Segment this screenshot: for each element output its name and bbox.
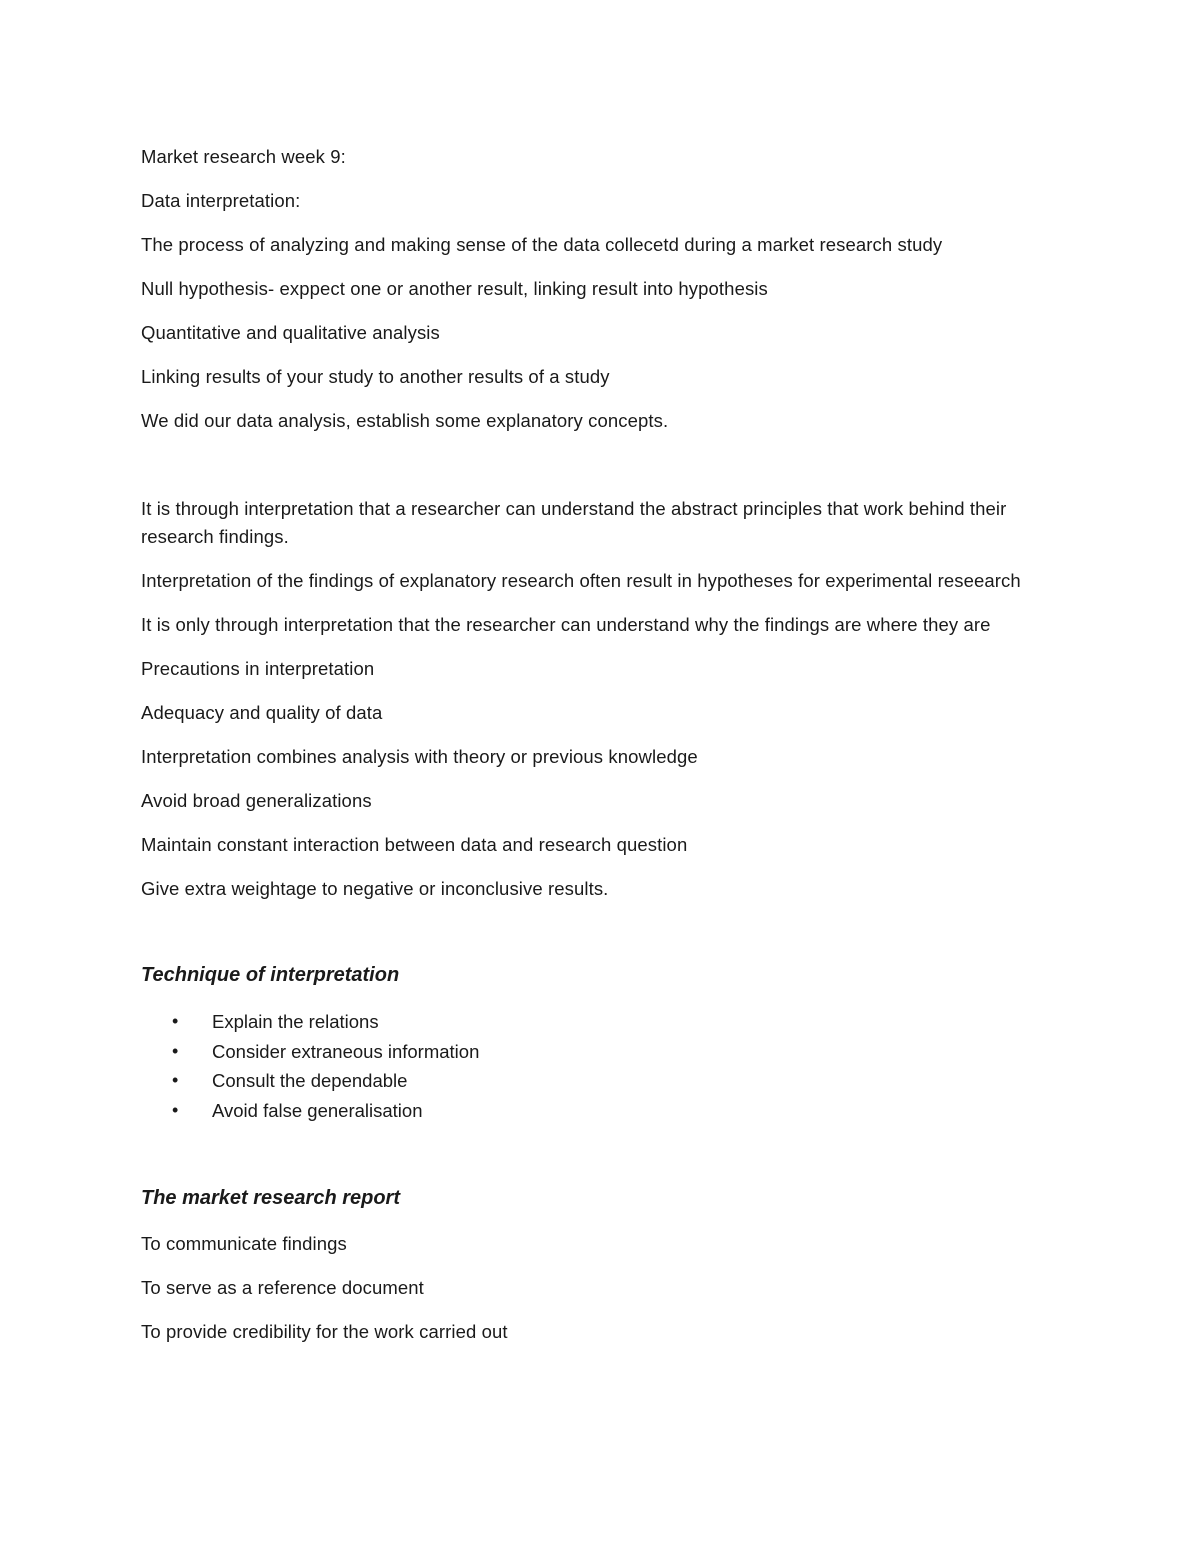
technique-list [141,1007,1071,1126]
paragraph-precautions: Precautions in interpretation [141,658,375,679]
paragraph-abstract-principles: It is through interpretation that a researcher can understand the abstract principles that work behind their research findings. [141,498,1007,547]
list-item-text: Consider extraneous information [212,1040,480,1062]
paragraph-adequacy: Adequacy and quality of data [141,702,383,723]
bullet-icon: • [172,1040,179,1061]
list-item-text: Consult the dependable [212,1070,408,1092]
section-label-data-interpretation: Data interpretation: [141,190,301,211]
paragraph-reference: To serve as a reference document [141,1276,424,1298]
list-item [141,1037,1071,1067]
paragraph-communicate: To communicate findings [141,1232,347,1254]
blank-line [141,919,1071,961]
heading-report: The market research report [141,1186,401,1209]
list-item [141,1066,1071,1096]
paragraph-why-findings: It is only through interpretation that the researcher can understand why the findings are where they are [141,614,991,635]
paragraph-avoid-broad: Avoid broad generalizations [141,790,372,811]
bullet-icon: • [172,1011,179,1031]
paragraph-extra-weightage: Give extra weightage to negative or inconclusive results. [141,878,609,899]
heading-technique: Technique of interpretation [141,964,400,986]
paragraph-null-hypothesis: Null hypothesis- exppect one or another result, linking result into hypothesis [141,278,768,299]
paragraph-linking-results: Linking results of your study to another results of a study [141,366,610,387]
doc-title: Market research week 9: [141,146,346,167]
blank-line [141,1142,1071,1184]
paragraph-quant-qual: Quantitative and qualitative analysis [141,322,440,343]
paragraph-credibility: To provide credibility for the work carried out [141,1320,508,1342]
paragraph-explanatory-research: Interpretation of the findings of explanatory research often result in hypotheses for experimental reseearch [141,570,1021,591]
list-item [141,1007,1071,1037]
document-content [141,143,1071,1362]
list-item [141,1096,1071,1126]
bullet-icon: • [172,1100,179,1121]
blank-line [141,451,1071,495]
paragraph-definition: The process of analyzing and making sense of the data collecetd during a market research study [141,234,943,255]
paragraph-maintain-interaction: Maintain constant interaction between data and research question [141,834,688,855]
list-item-text: Explain the relations [212,1011,379,1032]
paragraph-data-analysis: We did our data analysis, establish some explanatory concepts. [141,410,669,431]
bullet-icon: • [172,1070,179,1091]
paragraph-combines-analysis: Interpretation combines analysis with theory or previous knowledge [141,746,698,767]
list-item-text: Avoid false generalisation [212,1100,423,1122]
